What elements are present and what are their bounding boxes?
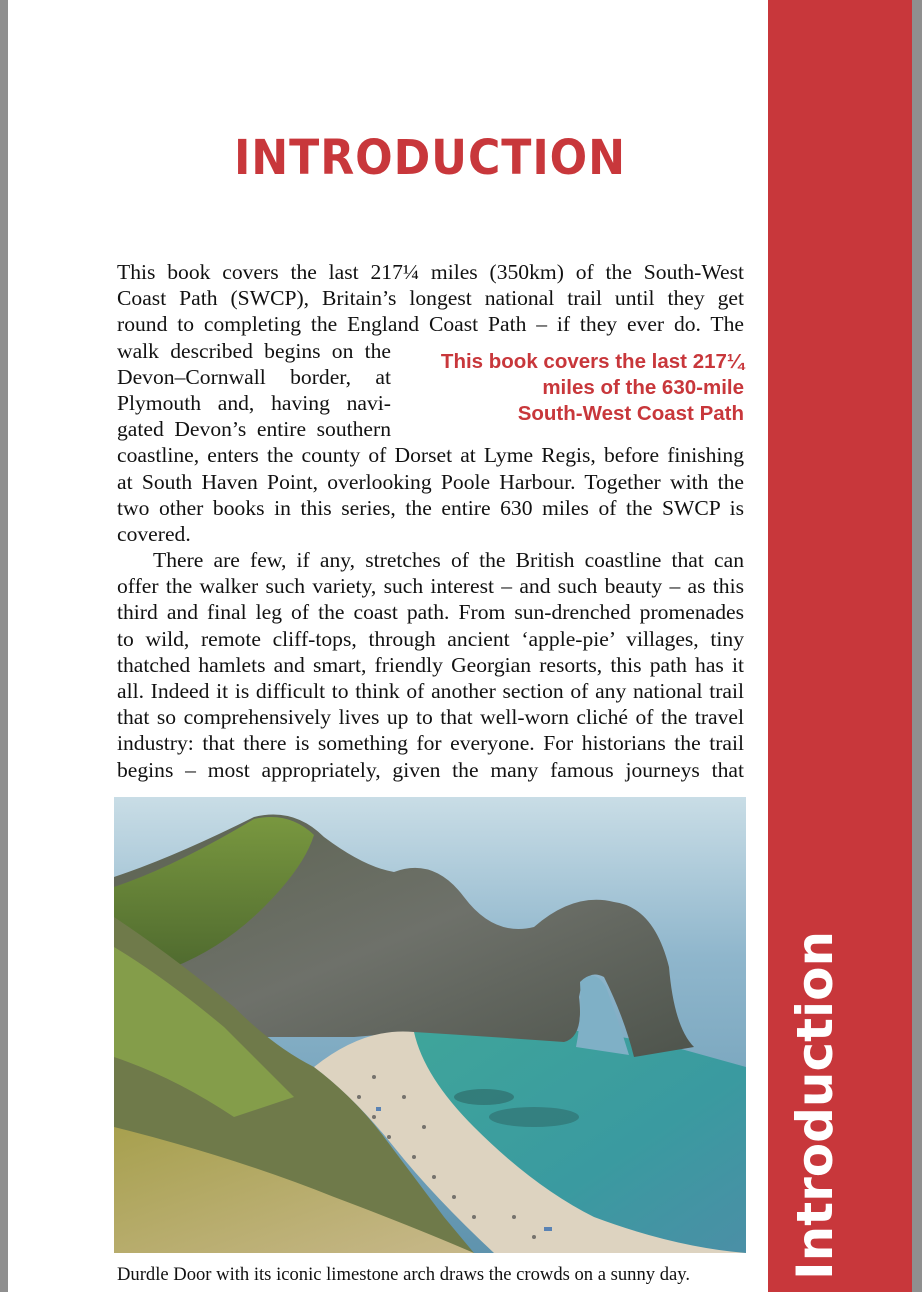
text-line: begins – most appropriately, given the many famous journeys that [117,757,744,782]
text-line: thatched hamlets and smart, friendly Georgian resorts, this path has it [117,652,744,677]
chapter-side-tab-label: Introduction [786,930,844,1280]
text-line: walk described begins on the [117,338,391,363]
durdle-door-photo [114,797,746,1253]
text-line: two other books in this series, the entire 630 miles of the SWCP is [117,495,744,520]
text-line: Coast Path (SWCP), Britain’s longest national trail until they get [117,286,744,311]
body-text [117,259,744,783]
text-line: offer the walker such variety, such interest – and such beauty – as this [117,574,744,599]
text-line: coastline, enters the county of Dorset at Lyme Regis, before finishing [117,443,744,468]
text-line: covered. [117,521,191,546]
pull-quote-line: miles of the 630-mile [542,376,744,399]
text-line: third and final leg of the coast path. From sun-drenched promenades [117,600,744,625]
text-line: gated Devon’s entire southern [117,417,391,442]
text-line: This book covers the last 217¼ miles (350km) of the South-West [117,260,744,284]
chapter-title: INTRODUCTION [233,130,627,186]
text-line: Devon–Cornwall border, at [117,364,391,389]
text-line: There are few, if any, stretches of the British coastline that can [153,548,744,573]
text-line: industry: that there is something for everyone. For historians the trail [117,731,744,756]
text-line: that so comprehensively lives up to that well-worn cliché of the travel [117,705,744,730]
page-left-shadow [0,0,8,1292]
pull-quote-line: South-West Coast Path [517,402,744,425]
text-line: to wild, remote cliff-tops, through ancient ‘apple-pie’ villages, tiny [117,626,744,651]
pull-quote-line: This book covers the last 217¼ [440,350,744,373]
photo-illustration [114,797,746,1253]
text-line: Plymouth and, having navi- [117,390,391,415]
photo-caption: Durdle Door with its iconic limestone arch draws the crowds on a sunny day. [117,1264,691,1285]
text-line: at South Haven Point, overlooking Poole Harbour. Together with the [117,469,744,494]
text-line: all. Indeed it is difficult to think of another section of any national trail [117,679,744,703]
text-line: round to completing the England Coast Path – if they ever do. The [117,312,744,337]
page-right-shadow [912,0,922,1292]
pull-quote [400,349,744,427]
